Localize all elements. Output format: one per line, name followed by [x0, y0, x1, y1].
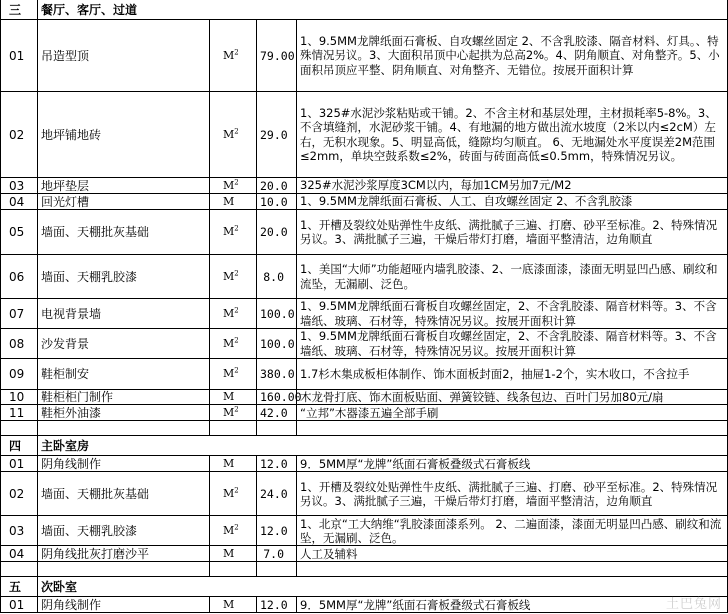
- item-unit: $M^2$: [210, 255, 257, 299]
- item-name: 回光灯槽: [38, 194, 210, 210]
- item-name: 吊造型顶: [38, 20, 210, 92]
- item-unit-price: 42.0: [257, 405, 297, 421]
- item-unit-price: 79.00: [257, 20, 297, 92]
- item-unit: $M^2$: [210, 516, 257, 546]
- item-description: 人工及辅料: [297, 546, 728, 562]
- section-title: 餐厅、客厅、过道: [38, 0, 728, 20]
- item-number: 03: [1, 178, 38, 194]
- item-number: 02: [1, 92, 38, 178]
- empty-cell: [257, 421, 297, 436]
- item-description: 1、9.5MM龙牌纸面石膏板、人工、自攻螺丝固定 2、不含乳胶漆: [297, 194, 728, 210]
- item-number: 09: [1, 359, 38, 390]
- item-row: [1, 456, 728, 472]
- empty-cell: [1, 562, 38, 577]
- item-row: [1, 329, 728, 359]
- empty-cell: [38, 562, 210, 577]
- item-row: [1, 405, 728, 421]
- section-header-row: [1, 577, 728, 597]
- empty-cell: [210, 421, 257, 436]
- item-unit-price: 20.0: [257, 178, 297, 194]
- item-unit: $M^2$: [210, 405, 257, 421]
- item-row: [1, 210, 728, 255]
- item-description: 1、325#水泥沙浆粘贴或干铺。2、不含主材和基层处理，主材损耗率5-8%。3、不含填缝剂，水泥砂浆干铺。4、有地漏的地方做出流水坡度（2米以内≤2cM）左右，无积水现象。5、明显高低，缝隙均匀顺直。 6、无地漏处水平度误差2M范围≤2mm，单块空鼓系数≤2%，砖面与砖面高低≤0.5mm，特殊情况另议。: [297, 92, 728, 178]
- watermark: 土巴兔网: [665, 597, 722, 612]
- empty-cell: [257, 562, 297, 577]
- item-number: 01: [1, 456, 38, 472]
- empty-cell: [210, 562, 257, 577]
- item-row: [1, 359, 728, 390]
- item-row: [1, 178, 728, 194]
- item-description: 325#水泥沙浆厚度3CM以内，每加1CM另加7元/M2: [297, 178, 728, 194]
- item-unit-price: 8.0: [257, 255, 297, 299]
- item-row: [1, 255, 728, 299]
- item-row: [1, 194, 728, 210]
- item-name: 鞋柜外油漆: [38, 405, 210, 421]
- item-unit: $M^2$: [210, 329, 257, 359]
- item-name: 阴角线批灰打磨沙平: [38, 546, 210, 562]
- item-number: 05: [1, 210, 38, 255]
- item-unit-price: 12.0: [257, 597, 297, 613]
- item-description: “立邦”木器漆五遍全部手刷: [297, 405, 728, 421]
- empty-cell: [1, 421, 38, 436]
- item-unit: $M^2$: [210, 92, 257, 178]
- item-row: [1, 472, 728, 516]
- item-unit: M: [210, 194, 257, 210]
- item-name: 墙面、天棚乳胶漆: [38, 516, 210, 546]
- item-unit-price: 12.0: [257, 456, 297, 472]
- item-description: 木龙骨打底、饰木面板贴面、弹簧铰链、线条包边、百叶门另加80元/扇: [297, 390, 728, 405]
- item-name: 沙发背景: [38, 329, 210, 359]
- item-number: 01: [1, 597, 38, 613]
- item-unit: M: [210, 546, 257, 562]
- empty-cell: [297, 421, 728, 436]
- item-number: 10: [1, 390, 38, 405]
- item-description: 1、开槽及裂纹处贴弹性牛皮纸、满批腻子三遍、打磨、砂平至标准。2、特殊情况另议。3、满批腻子三遍，干燥后带灯打磨，墙面平整清洁，边角顺直: [297, 210, 728, 255]
- item-row: [1, 546, 728, 562]
- item-name: 阴角线制作: [38, 597, 210, 613]
- item-unit: $M^2$: [210, 472, 257, 516]
- item-row: [1, 299, 728, 329]
- item-name: 地坪垫层: [38, 178, 210, 194]
- item-description: 1、9.5MM龙牌纸面石膏板自攻螺丝固定，2、不含乳胶漆、隔音材料等。3、不含墙纸、玻璃、石材等，特殊情况另议。按展开面积计算: [297, 329, 728, 359]
- item-description: 1、开槽及裂纹处贴弹性牛皮纸、满批腻子三遍、打磨、砂平至标准。2、特殊情况另议。3、满批腻子三遍，干燥后带灯打磨，墙面平整清洁，边角顺直: [297, 472, 728, 516]
- section-number: 四: [1, 436, 38, 456]
- item-unit-price: 24.0: [257, 472, 297, 516]
- item-row: [1, 20, 728, 92]
- item-unit-price: 100.0: [257, 329, 297, 359]
- item-row: [1, 390, 728, 405]
- section-title: 主卧室房: [38, 436, 728, 456]
- item-unit-price: 7.0: [257, 546, 297, 562]
- item-name: 阴角线制作: [38, 456, 210, 472]
- item-number: 04: [1, 546, 38, 562]
- item-unit: $M^2$: [210, 359, 257, 390]
- item-name: 鞋柜柜门制作: [38, 390, 210, 405]
- item-description: 9．5MM厚“龙牌”纸面石膏板叠级式石膏板线: [297, 597, 728, 613]
- item-number: 11: [1, 405, 38, 421]
- item-unit-price: 160.00: [257, 390, 297, 405]
- section-header-row: [1, 0, 728, 20]
- item-name: 墙面、天棚批灰基础: [38, 210, 210, 255]
- item-description: 1、9.5MM龙牌纸面石膏板、自攻螺丝固定 2、不含乳胶漆、隔音材料、灯具。、特殊情况另议。3、大面积吊顶中心起拱为总高2%。4、阴角顺直、对角整齐。5、小面积吊顶应平整、阴角顺直、对角整齐、无错位。按展开面积计算: [297, 20, 728, 92]
- section-header-row: [1, 436, 728, 456]
- item-description: 1、美国“大师”功能超哑内墙乳胶漆、2、一底漆面漆，漆面无明显凹凸感、刷纹和流坠，无漏刷、泛色。: [297, 255, 728, 299]
- section-title: 次卧室: [38, 577, 728, 597]
- item-unit-price: 29.0: [257, 92, 297, 178]
- item-number: 08: [1, 329, 38, 359]
- item-unit: $M^2$: [210, 20, 257, 92]
- item-description: 1.7杉木集成板柜体制作、饰木面板封面2，抽屉1-2个，实木收口，不含拉手: [297, 359, 728, 390]
- item-unit: $M^2$: [210, 210, 257, 255]
- item-number: 04: [1, 194, 38, 210]
- item-unit-price: 380.0: [257, 359, 297, 390]
- item-unit: M: [210, 456, 257, 472]
- blank-row: [1, 562, 728, 577]
- item-unit: $M^2$: [210, 178, 257, 194]
- item-row: [1, 597, 728, 613]
- item-unit-price: 20.0: [257, 210, 297, 255]
- section-number: 五: [1, 577, 38, 597]
- item-unit-price: 10.0: [257, 194, 297, 210]
- section-number: 三: [1, 0, 38, 20]
- item-unit-price: 100.0: [257, 299, 297, 329]
- item-description: 9．5MM厚“龙牌”纸面石膏板叠级式石膏板线: [297, 456, 728, 472]
- item-number: 03: [1, 516, 38, 546]
- item-number: 07: [1, 299, 38, 329]
- item-unit: $M^2$: [210, 299, 257, 329]
- item-name: 鞋柜制安: [38, 359, 210, 390]
- empty-cell: [297, 562, 728, 577]
- item-unit: M: [210, 597, 257, 613]
- item-unit-price: 12.0: [257, 516, 297, 546]
- blank-row: [1, 421, 728, 436]
- item-number: 01: [1, 20, 38, 92]
- item-row: [1, 92, 728, 178]
- item-number: 06: [1, 255, 38, 299]
- item-name: 电视背景墙: [38, 299, 210, 329]
- item-name: 地坪铺地砖: [38, 92, 210, 178]
- item-name: 墙面、天棚批灰基础: [38, 472, 210, 516]
- item-description: 1、9.5MM龙牌纸面石膏板自攻螺丝固定，2、不含乳胶漆、隔音材料等。3、不含墙纸、玻璃、石材等，特殊情况另议。按展开面积计算: [297, 299, 728, 329]
- item-unit: M: [210, 390, 257, 405]
- item-row: [1, 516, 728, 546]
- item-description: 1、北京“工大纳维“乳胶漆面漆系列。 2、二遍面漆，漆面无明显凹凸感、刷纹和流坠，无漏刷、泛色。: [297, 516, 728, 546]
- item-number: 02: [1, 472, 38, 516]
- item-name: 墙面、天棚乳胶漆: [38, 255, 210, 299]
- empty-cell: [38, 421, 210, 436]
